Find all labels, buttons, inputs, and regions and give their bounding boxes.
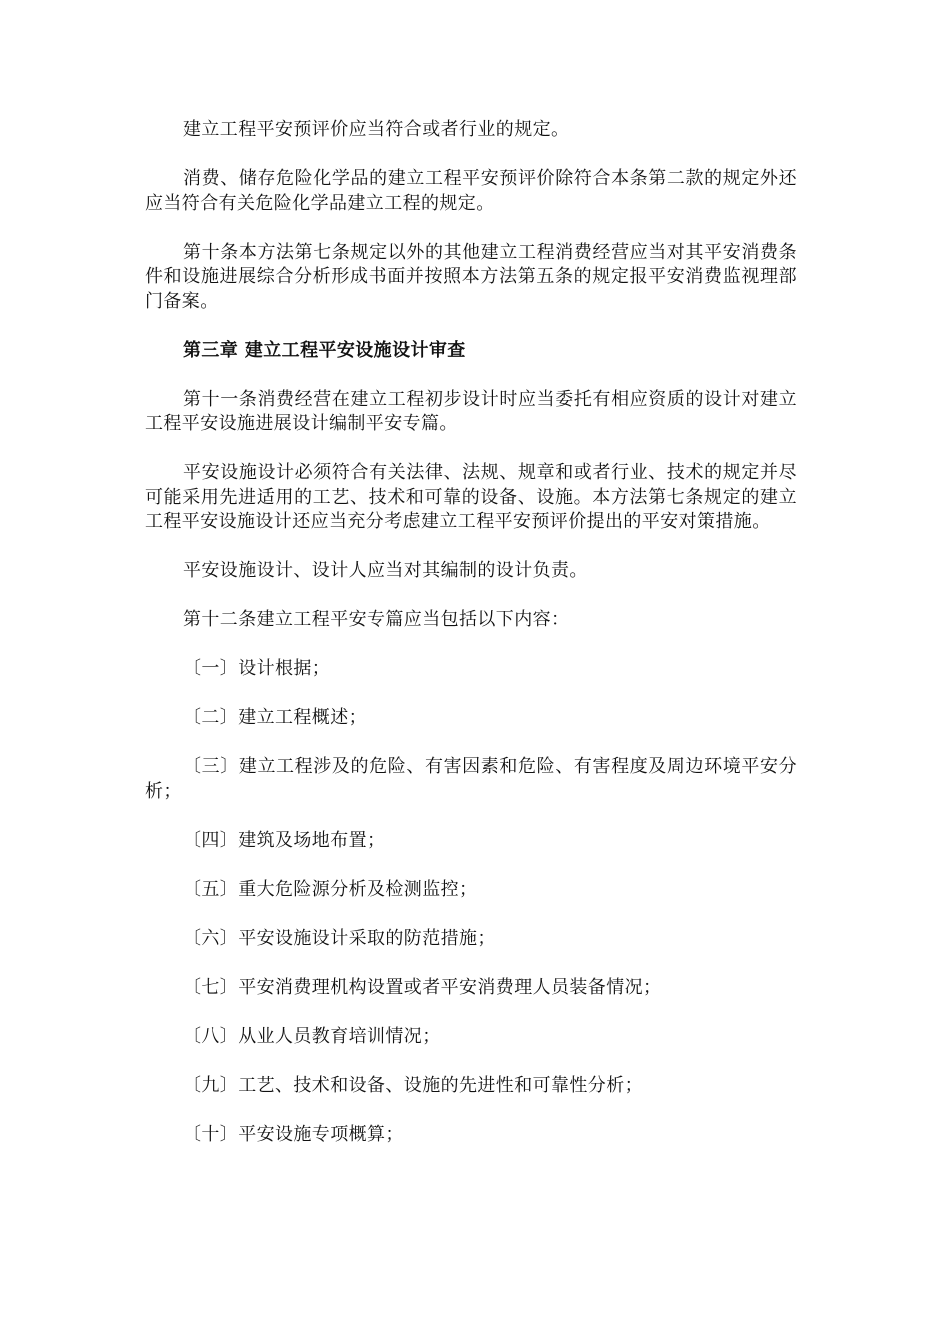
chapter-heading: 第三章 建立工程平安设施设计审查 [183,339,466,361]
list-item-1: 〔一〕设计根据； [183,658,331,679]
paragraph-6: 平安设施设计、设计人应当对其编制的设计负责。 [183,560,588,581]
list-item-9: 〔九〕工艺、技术和设备、设施的先进性和可靠性分析； [183,1074,643,1096]
list-item-8: 〔八〕从业人员教育培训情况； [183,1025,441,1047]
list-item-2: 〔二〕建立工程概述； [183,707,367,728]
list-item-10: 〔十〕平安设施专项概算； [183,1123,404,1145]
paragraph-4: 第十一条消费经营在建立工程初步设计时应当委托有相应资质的设计对建立工程平安设施进展设计编制平安专篇。 [145,388,797,434]
list-item-6: 〔六〕平安设施设计采取的防范措施； [183,927,496,949]
paragraph-1: 建立工程平安预评价应当符合或者行业的规定。 [183,119,570,140]
list-item-3: 〔三〕建立工程涉及的危险、有害因素和危险、有害程度及周边环境平安分析； [145,756,797,802]
paragraph-5: 平安设施设计必须符合有关法律、法规、规章和或者行业、技术的规定并尽可能采用先进适用的工艺、技术和可靠的设备、设施。本方法第七条规定的建立工程平安设施设计还应当充分考虑建立工程平安预评价提出的平安对策措施。 [145,462,797,532]
paragraph-2: 消费、储存危险化学品的建立工程平安预评价除符合本条第二款的规定外还应当符合有关危险化学品建立工程的规定。 [145,168,797,214]
list-item-5: 〔五〕重大危险源分析及检测监控； [183,878,478,900]
list-item-7: 〔七〕平安消费理机构设置或者平安消费理人员装备情况； [183,976,662,998]
document-page [145,118,797,1172]
list-item-4: 〔四〕建筑及场地布置； [183,829,386,851]
paragraph-7: 第十二条建立工程平安专篇应当包括以下内容： [183,609,570,630]
paragraph-3: 第十条本方法第七条规定以外的其他建立工程消费经营应当对其平安消费条件和设施进展综合分析形成书面并按照本方法第五条的规定报平安消费监视理部门备案。 [145,241,797,312]
